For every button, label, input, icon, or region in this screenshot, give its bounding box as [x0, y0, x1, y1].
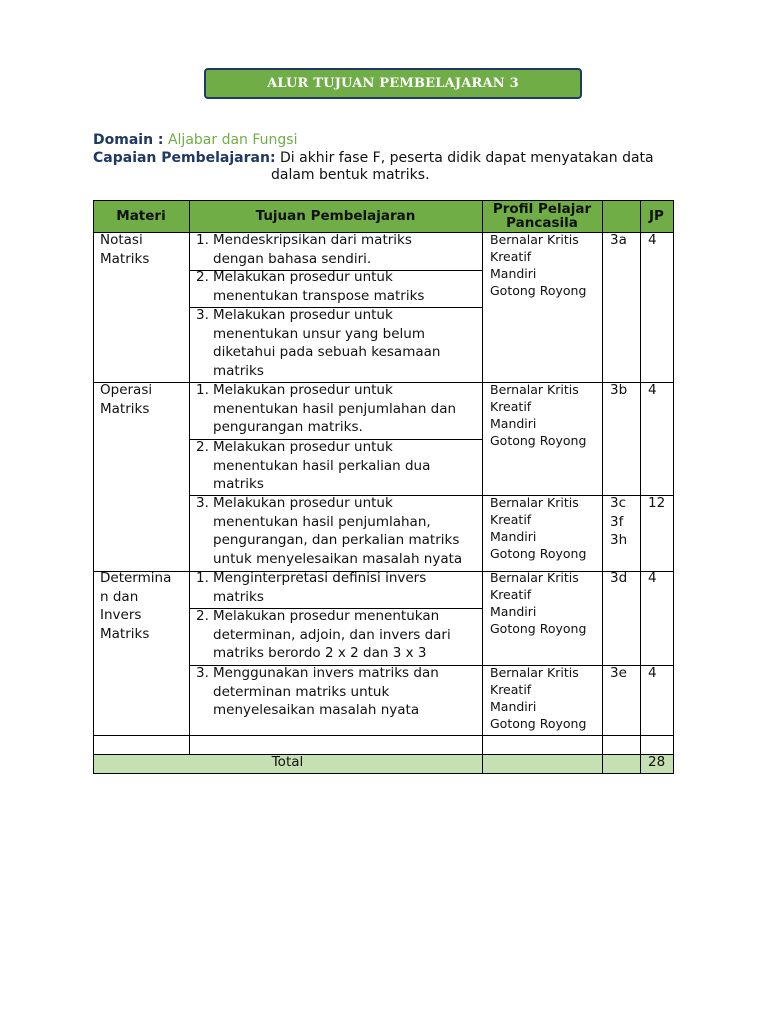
jp-cell: 12: [648, 495, 666, 511]
grid-line: [93, 200, 94, 773]
grid-line: [189, 200, 190, 754]
tujuan-item: 3. Menggunakan invers matriks dan determinan matriks untuk menyelesaikan masalah nyata: [196, 665, 439, 718]
header-profil-line-2: Pancasila: [506, 215, 578, 231]
capaian-label: Capaian Pembelajaran:: [93, 150, 276, 166]
header-tujuan: Tujuan Pembelajaran: [255, 208, 416, 224]
jp-cell: 4: [648, 382, 657, 398]
materi-notasi: Notasi Matriks: [100, 232, 150, 267]
grid-line: [93, 735, 674, 736]
grid-line: [602, 200, 603, 773]
materi-operasi: Operasi Matriks: [100, 382, 153, 417]
page-title: ALUR TUJUAN PEMBELAJARAN 3: [267, 76, 519, 91]
tujuan-item: 1. Melakukan prosedur untuk menentukan hasil penjumlahan dan pengurangan matriks.: [196, 382, 457, 435]
grid-line: [93, 773, 674, 774]
tujuan-item: 2. Melakukan prosedur untuk menentukan transpose matriks: [196, 269, 425, 304]
total-label: Total: [271, 754, 304, 770]
kode-cell: 3c 3f 3h: [610, 495, 628, 548]
header-materi: Materi: [116, 208, 166, 224]
capaian-text-1: Di akhir fase F, peserta didik dapat menyatakan data: [280, 150, 654, 166]
profil-list: Bernalar Kritis Kreatif Mandiri Gotong Royong: [490, 382, 587, 448]
header-profil: [482, 202, 602, 230]
grid-line: [673, 200, 674, 773]
materi-determinan: Determina n dan Invers Matriks: [100, 570, 172, 642]
kode-cell: 3d: [610, 570, 628, 586]
tujuan-item: 1. Mendeskripsikan dari matriks dengan bahasa sendiri.: [196, 232, 412, 267]
title-banner: [204, 68, 582, 99]
profil-list: Bernalar Kritis Kreatif Mandiri Gotong Royong: [490, 232, 587, 298]
capaian-line-1: [93, 150, 654, 166]
kode-cell: 3a: [610, 232, 627, 248]
kode-cell: 3e: [610, 665, 627, 681]
header-profil-line-1: Profil Pelajar: [492, 201, 592, 217]
header-jp: JP: [649, 208, 664, 224]
total-value: 28: [648, 754, 666, 770]
grid-line: [482, 200, 483, 773]
tujuan-item: 1. Menginterpretasi definisi invers matriks: [196, 570, 427, 605]
jp-cell: 4: [648, 665, 657, 681]
capaian-line-2: dalam bentuk matriks.: [271, 167, 430, 183]
tujuan-item: 2. Melakukan prosedur untuk menentukan hasil perkalian dua matriks: [196, 439, 431, 492]
tujuan-item: 2. Melakukan prosedur menentukan determinan, adjoin, dan invers dari matriks berordo 2 x 2 dan 3 x 3: [196, 608, 451, 661]
jp-cell: 4: [648, 570, 657, 586]
jp-cell: 4: [648, 232, 657, 248]
domain-value: Aljabar dan Fungsi: [167, 132, 298, 148]
domain-label: Domain :: [93, 132, 164, 148]
domain-line: [93, 132, 297, 148]
grid-line: [640, 200, 641, 773]
tujuan-item: 3. Melakukan prosedur untuk menentukan unsur yang belum diketahui pada sebuah kesamaan matriks: [196, 307, 441, 379]
profil-list: Bernalar Kritis Kreatif Mandiri Gotong Royong: [490, 495, 587, 561]
profil-list: Bernalar Kritis Kreatif Mandiri Gotong Royong: [490, 570, 587, 636]
tujuan-item: 3. Melakukan prosedur untuk menentukan hasil penjumlahan, pengurangan, dan perkalian matriks untuk menyelesaikan masalah nyata: [196, 495, 463, 567]
profil-list: Bernalar Kritis Kreatif Mandiri Gotong Royong: [490, 665, 587, 731]
kode-cell: 3b: [610, 382, 628, 398]
